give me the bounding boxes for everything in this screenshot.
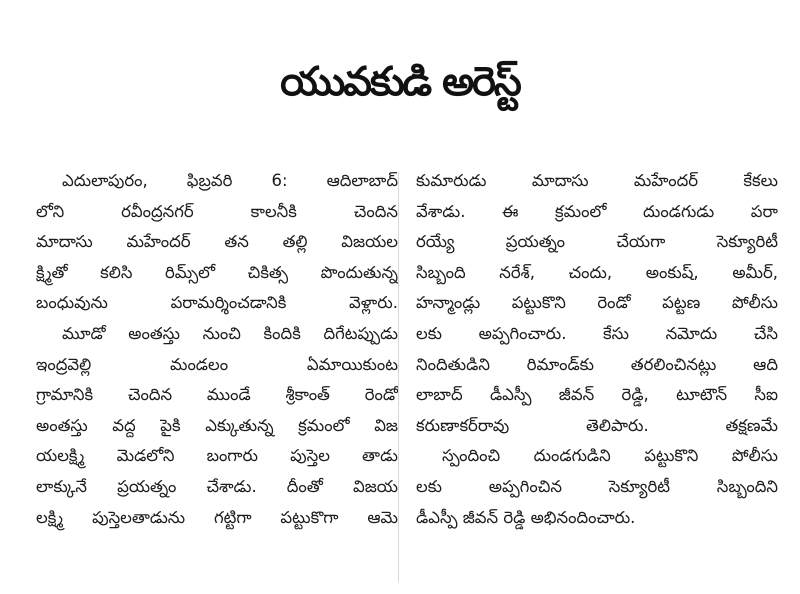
- article-line: నిందితుడిని రిమాండ్‌కు తరలించినట్లు ఆది: [416, 354, 778, 374]
- article-line: వేశాడు. ఈ క్రమంలో దుండగుడు పరా: [416, 201, 778, 221]
- column-divider: [398, 172, 399, 582]
- article-line: డీఎస్పీ జీవన్ రెడ్డి అభినందించారు.: [416, 507, 636, 527]
- article-line: బంధువును పరామర్శించడానికి వెళ్లారు.: [36, 293, 398, 313]
- article-column-right: [416, 166, 778, 533]
- article-line: హన్మాండ్లు పట్టుకొని రెండో పట్టణ పోలీసు: [416, 293, 778, 313]
- article-line: స్పందించి దుండగుడిని పట్టుకొని పోలీసు: [442, 446, 778, 466]
- article-line: ఇంద్రవెల్లి మండలం ఏమాయికుంట: [36, 354, 398, 374]
- article-line: రయ్యే ప్రయత్నం చేయగా సెక్యూరిటీ: [416, 232, 778, 252]
- article-line: యలక్ష్మి మెడలోని బంగారు పుస్తెల తాడు: [36, 446, 398, 466]
- article-line: కుమారుడు మాదాసు మహేందర్ కేకలు: [416, 171, 778, 190]
- article-line: ఎదులాపురం, ఫిబ్రవరి 6: ఆదిలాబాద్: [62, 171, 398, 190]
- article-line: లక్ష్మి పుస్తెలతాడును గట్టిగా పట్టుకొగా ఆమె: [36, 507, 398, 527]
- article-line: క్ష్మితో కలిసి రిమ్స్‌లో చికిత్స పొందుతున్న: [36, 262, 398, 282]
- article-line: లకు అప్పగించిన సెక్యూరిటీ సిబ్బందిని: [416, 476, 778, 496]
- article-column-left: [36, 166, 398, 533]
- article-line: గ్రామానికి చెందిన ముండే శ్రీకాంత్ రెండో: [36, 385, 398, 405]
- article-line: మాదాసు మహేందర్ తన తల్లి విజయల: [36, 232, 398, 252]
- article-line: లాక్కునే ప్రయత్నం చేశాడు. దీంతో విజయ: [36, 476, 398, 496]
- article-line: అంతస్తు వద్ద పైకి ఎక్కుతున్న క్రమంలో విజ: [36, 415, 398, 435]
- article-line: మూడో అంతస్తు నుంచి కిందికి దిగేటప్పుడు: [62, 323, 398, 343]
- article-line: కరుణాకర్‌రావు తెలిపారు. తక్షణమే: [416, 415, 778, 435]
- headline: యువకుడి అరెస్ట్: [280, 59, 520, 105]
- article-line: లోని రవీంద్రనగర్ కాలనీకి చెందిన: [36, 201, 398, 221]
- article-line: లకు అప్పగించారు. కేసు నమోదు చేసి: [416, 323, 778, 343]
- article-line: సిబ్బంది నరేశ్, చందు, అంకుష్, అమీర్,: [416, 262, 778, 282]
- article-line: లాబాద్ డీఎస్పీ జీవన్ రెడ్డి, టూటౌన్ సీఐ: [416, 385, 778, 405]
